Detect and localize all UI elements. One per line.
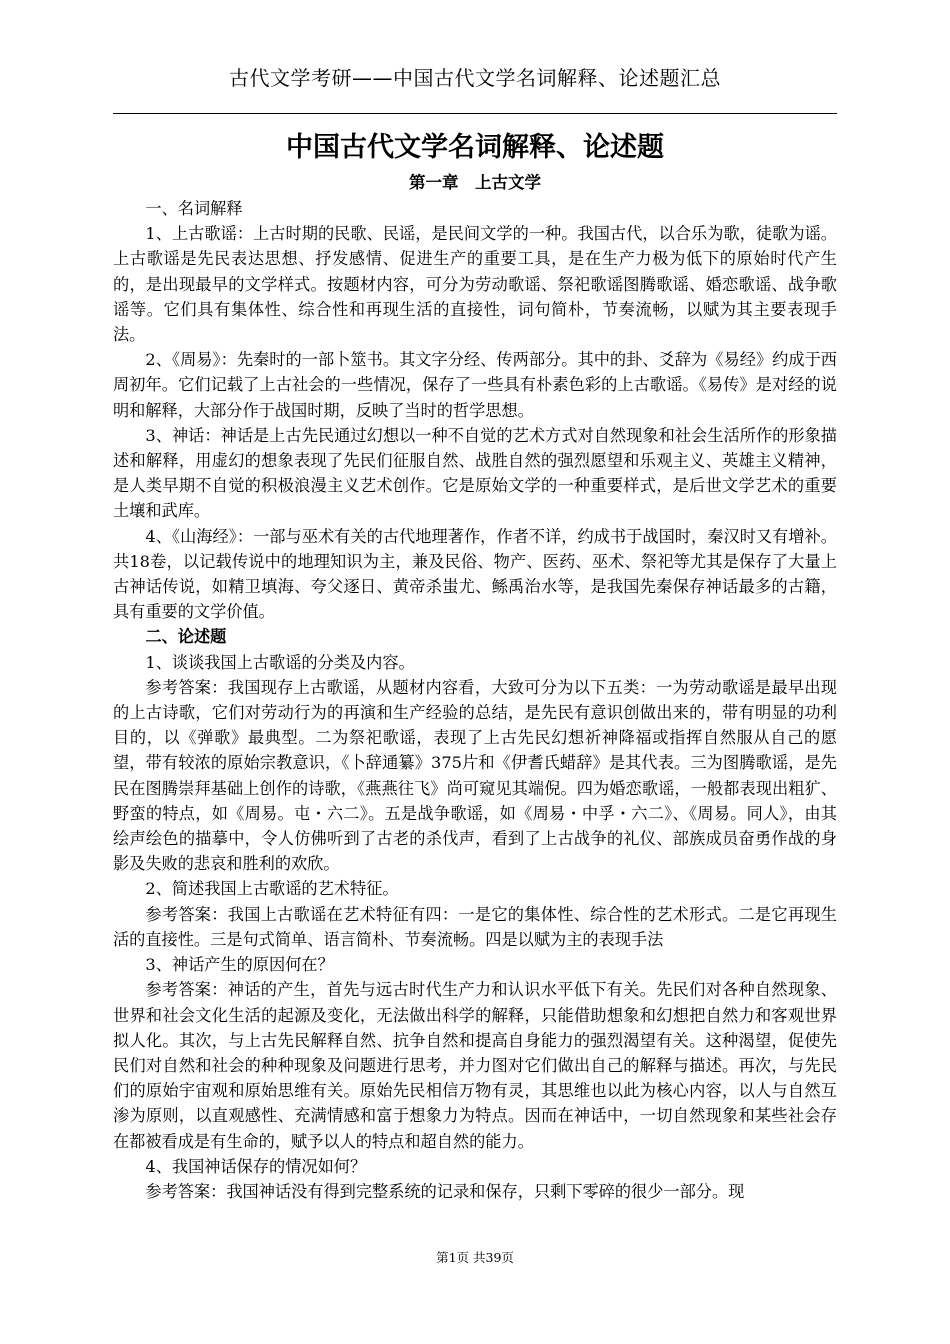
document-body [113,128,837,1204]
question: 4、我国神话保存的情况如何？ [145,1156,367,1176]
term-paragraph: 1、上古歌谣：上古时期的民歌、民谣，是民间文学的一种。我国古代，以合乐为歌，徒歌为谣。上古歌谣是先民表达思想、抒发感情、促进生产的重要工具，是在生产力极为低下的原始时代产生的，是出现最早的文学样式。按题材内容，可分为劳动歌谣、祭祀歌谣图腾歌谣、婚恋歌谣、战争歌谣等。它们具有集体性、综合性和再现生活的直接性，词句简朴，节奏流畅，以赋为其主要表现手法。 [113,224,837,345]
page-footer: 第1页 共39页 [436,1250,514,1265]
page-header: 古代文学考研——中国古代文学名词解释、论述题汇总 [229,66,721,90]
answer-paragraph: 参考答案：神话的产生，首先与远古时代生产力和认识水平低下有关。先民们对各种自然现象、世界和社会文化生活的起源及变化，无法做出科学的解释，只能借助想象和幻想把自然力和客观世界拟人化。其次，与上古先民解释自然、抗争自然和提高自身能力的强烈渴望有关。这种渴望，促使先民们对自然和社会的种种现象及问题进行思考，并力图对它们做出自己的解释与描述。再次，与先民们的原始宇宙观和原始思维有关。原始先民相信万物有灵，其思维也以此为核心内容，以人与自然互渗为原则，以直观感性、充满情感和富于想象力为特点。因而在神话中，一切自然现象和某些社会存在都被看成是有生命的，赋予以人的特点和超自然的能力。 [113,980,837,1151]
section-heading-essays: 二、论述题 [145,627,227,647]
answer-paragraph: 参考答案：我国神话没有得到完整系统的记录和保存，只剩下零碎的很少一部分。现 [145,1181,745,1201]
section-heading-terms: 一、名词解释 [145,199,243,218]
answer-paragraph: 参考答案：我国上古歌谣在艺术特征有四：一是它的集体性、综合性的艺术形式。二是它再现生活的直接性。三是句式简单、语言简朴、节奏流畅。四是以赋为主的表现手法 [113,904,837,949]
document-title: 中国古代文学名词解释、论述题 [286,132,664,163]
term-paragraph: 2、《周易》：先秦时的一部卜筮书。其文字分经、传两部分。其中的卦、爻辞为《易经》约成于西周初年。它们记载了上古社会的一些情况，保存了一些具有朴素色彩的上古歌谣。《易传》是对经的说明和解释，大部分作于战国时期，反映了当时的哲学思想。 [113,350,837,420]
question: 3、神话产生的原因何在？ [145,955,334,975]
term-paragraph: 3、神话：神话是上古先民通过幻想以一种不自觉的艺术方式对自然现象和社会生活所作的形象描述和解释，用虚幻的想象表现了先民们征服自然、战胜自然的强烈愿望和乐观主义、英雄主义精神，是人类早期不自觉的积极浪漫主义艺术创作。它是原始文学的一种重要样式，是后世文学艺术的重要土壤和武库。 [113,425,837,521]
chapter-heading: 第一章 上古文学 [409,173,541,192]
answer-paragraph: 参考答案：我国现存上古歌谣，从题材内容看，大致可分为以下五类：一为劳动歌谣是最早出现的上古诗歌，它们对劳动行为的再演和生产经验的总结，是先民有意识创做出来的，带有明显的功利目的，以《弹歌》最典型。二为祭祀歌谣，表现了上古先民幻想祈神降福或指挥自然服从自己的愿望，带有较浓的原始宗教意识，《卜辞通纂》375片和《伊耆氏蜡辞》是其代表。三为图腾歌谣，是先民在图腾崇拜基础上创作的诗歌，《燕燕往飞》尚可窥见其端倪。四为婚恋歌谣，一般都表现出粗犷、野蛮的特点，如《周易。屯・六二》。五是战争歌谣，如《周易・中孚・六二》、《周易。同人》，由其绘声绘色的描摹中，令人仿佛听到了古老的杀伐声，看到了上古战争的礼仪、部族成员奋勇作战的身影及失败的悲哀和胜利的欢欣。 [113,677,837,874]
question: 1、谈谈我国上古歌谣的分类及内容。 [145,652,415,672]
question: 2、简述我国上古歌谣的艺术特征。 [145,879,399,899]
term-paragraph: 4、《山海经》：一部与巫术有关的古代地理著作，作者不详，约成书于战国时，秦汉时又有增补。共18卷，以记载传说中的地理知识为主，兼及民俗、物产、医药、巫术、祭祀等尤其是保存了大量上古神话传说，如精卫填海、夸父逐日、黄帝杀蚩尤、鲧禹治水等，是我国先秦保存神话最多的古籍，具有重要的文学价值。 [113,526,837,622]
header-divider [113,113,837,114]
